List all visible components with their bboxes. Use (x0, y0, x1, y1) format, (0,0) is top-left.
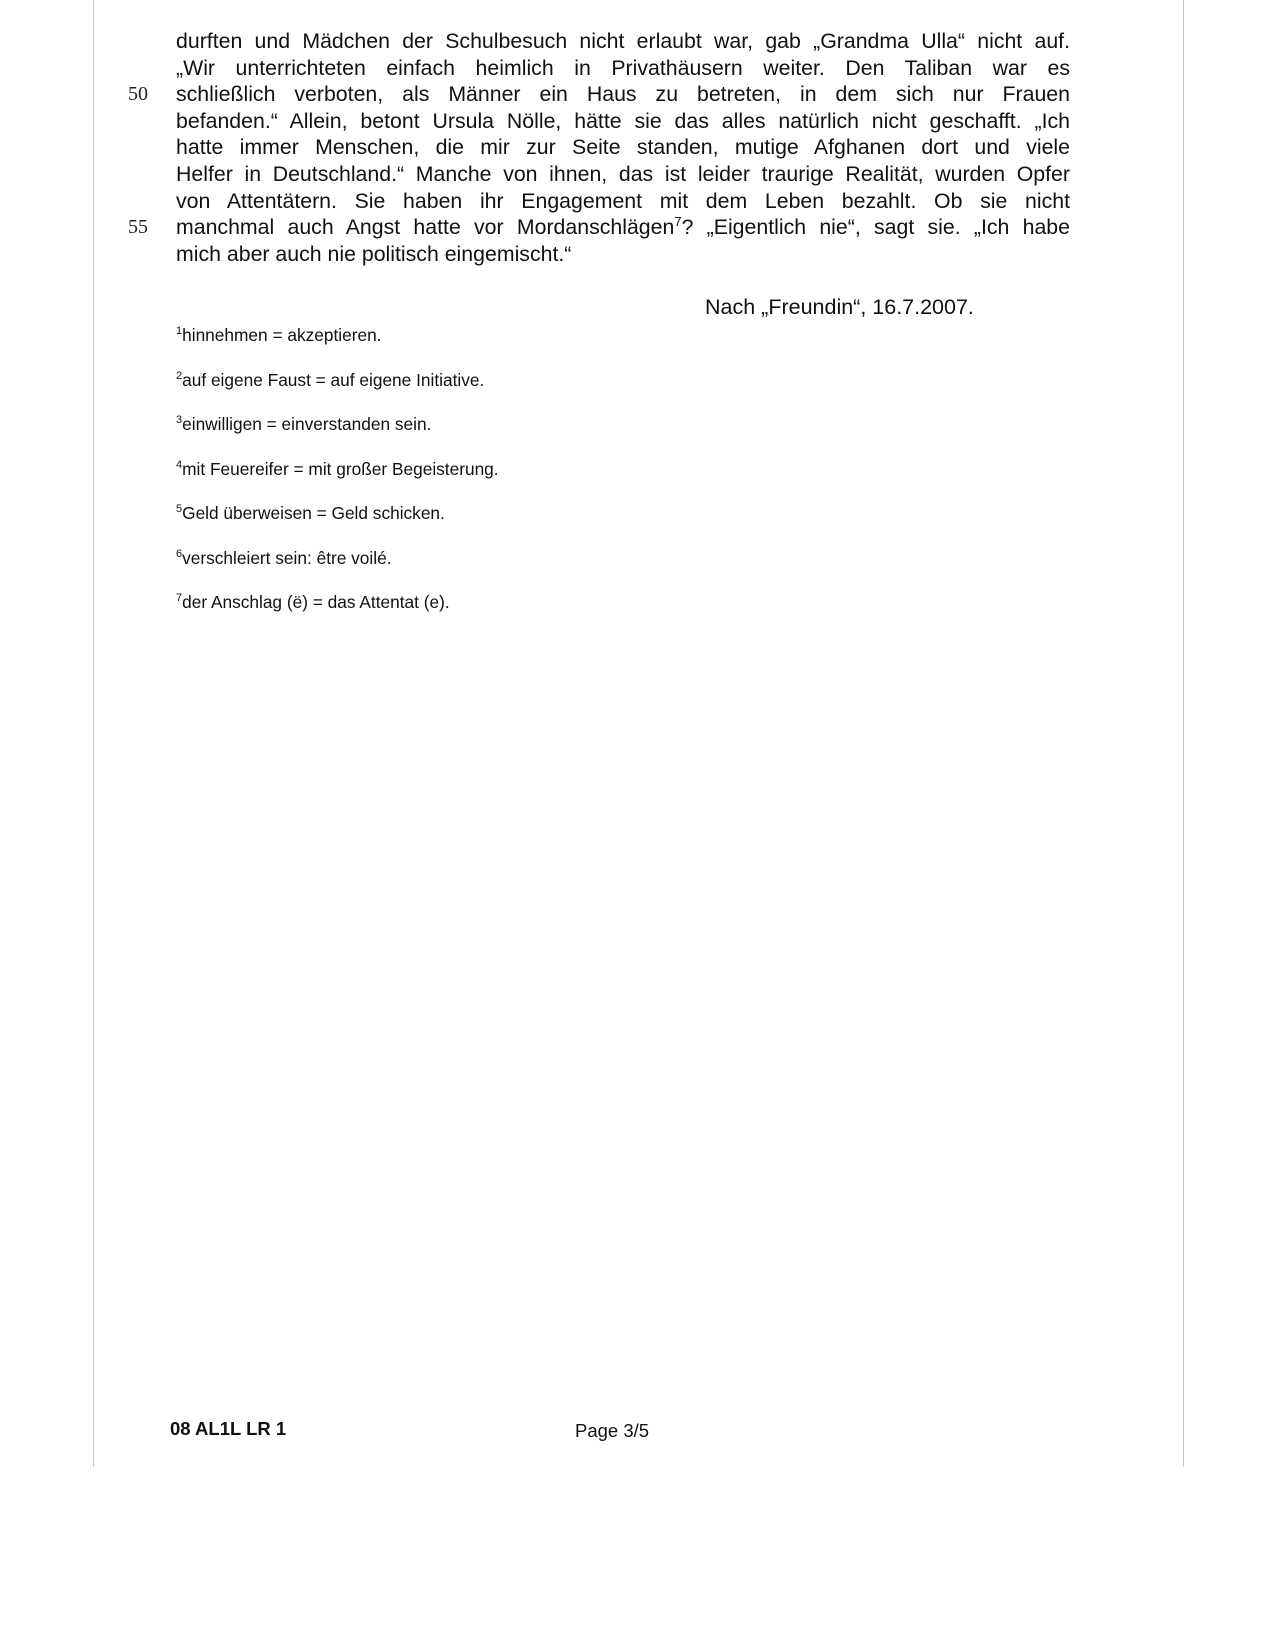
footnote (176, 547, 499, 592)
line-number: 55 (128, 216, 148, 239)
footnote-number: 1 (176, 325, 183, 338)
footnote-number: 3 (176, 414, 183, 427)
line-text: von Attentätern. Sie haben ihr Engagement mit dem Leben bezahlt. Ob sie nicht (176, 188, 1070, 213)
line-text-part: manchmal auch Angst hatte vor Mordanschlägen (176, 215, 675, 240)
text-line (176, 134, 1070, 161)
line-text: Helfer in Deutschland.“ Manche von ihnen, das ist leider traurige Realität, wurden Opfer (176, 161, 1070, 186)
line-text: mich aber auch nie politisch eingemischt.“ (176, 241, 572, 266)
text-line (176, 28, 1070, 55)
text-line (176, 188, 1070, 215)
footnote-text: verschleiert sein: être voilé. (182, 547, 392, 568)
footnote-number: 7 (176, 592, 183, 605)
footnote-text: Geld überweisen = Geld schicken. (182, 503, 445, 523)
footnote-number: 5 (176, 503, 183, 516)
line-text: schließlich verboten, als Männer ein Haus zu betreten, in dem sich nur Frauen (176, 82, 1070, 107)
footnote-number: 4 (176, 458, 183, 471)
line-text: befanden.“ Allein, betont Ursula Nölle, hätte sie das alles natürlich nicht geschafft. „Ich (176, 108, 1070, 133)
text-line (128, 81, 1070, 108)
footnote (176, 324, 499, 369)
footnote (176, 369, 499, 414)
line-text: durften und Mädchen der Schulbesuch nicht erlaubt war, gab „Grandma Ulla“ nicht auf. (176, 29, 1070, 53)
footnote (176, 458, 499, 503)
line-text: hatte immer Menschen, die mir zur Seite standen, mutige Afghanen dort und viele (176, 135, 1070, 160)
footnote-number: 6 (176, 547, 183, 560)
text-line (176, 241, 1070, 268)
footnote-text: einwilligen = einverstanden sein. (182, 414, 432, 434)
footnote-reference: 7 (674, 214, 682, 230)
page-border-right (1183, 0, 1184, 1467)
line-text: „Wir unterrichteten einfach heimlich in Privathäusern weiter. Den Taliban war es (176, 55, 1070, 80)
footnotes (176, 324, 499, 636)
text-line (176, 55, 1070, 82)
line-number: 50 (128, 83, 148, 106)
footnote (176, 413, 499, 458)
footnote-number: 2 (176, 369, 183, 382)
footnote (176, 502, 499, 547)
text-line (176, 161, 1070, 188)
footnote-text: der Anschlag (ë) = das Attentat (e). (182, 592, 450, 612)
page-border-left (93, 0, 94, 1467)
text-line (128, 214, 1070, 241)
footnote-text: auf eigene Faust = auf eigene Initiative. (182, 369, 485, 390)
footnote (176, 591, 499, 636)
line-text (176, 214, 1070, 241)
text-line (176, 108, 1070, 135)
document-code: 08 AL1L LR 1 (170, 1418, 287, 1439)
page-number: Page 3/5 (575, 1420, 650, 1441)
footnote-text: mit Feuereifer = mit großer Begeisterung. (182, 458, 499, 479)
line-text-part: ? „Eigentlich nie“, sagt sie. „Ich habe (681, 215, 1070, 240)
source-citation: Nach „Freundin“, 16.7.2007. (705, 295, 974, 319)
footnote-text: hinnehmen = akzeptieren. (182, 325, 382, 345)
body-text (128, 28, 1070, 267)
